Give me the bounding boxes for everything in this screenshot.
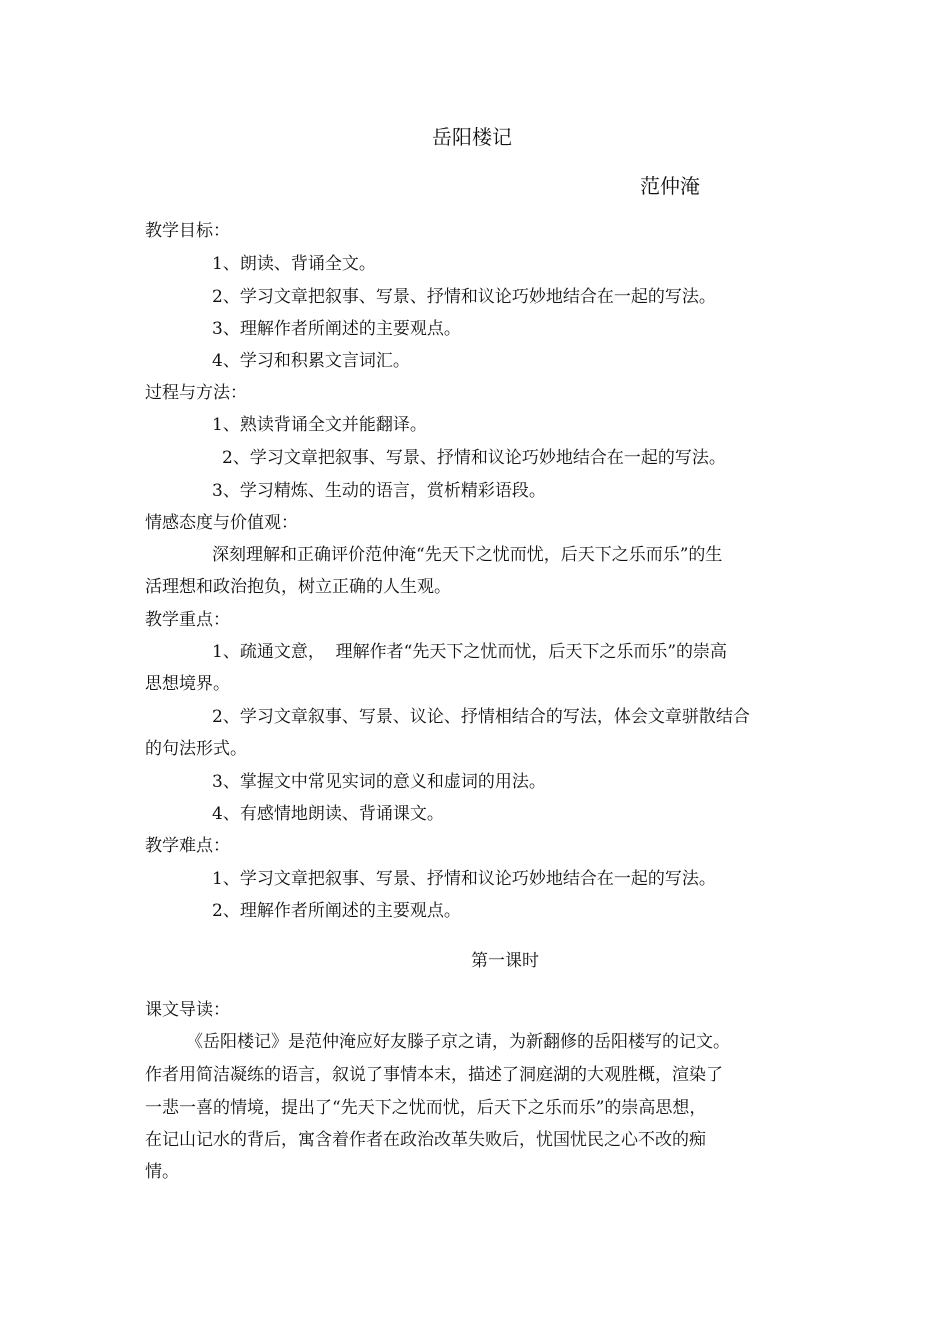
- intro-text-line: 在记山记水的背后，寓含着作者在政治改革失败后，忧国忧民之心不改的痴: [145, 1130, 706, 1150]
- author-name: 范仲淹: [640, 174, 700, 198]
- process-item: 3、学习精炼、生动的语言，赏析精彩语段。: [212, 481, 546, 501]
- objective-item: 3、理解作者所阐述的主要观点。: [212, 319, 461, 339]
- objective-item: 2、学习文章把叙事、写景、抒情和议论巧妙地结合在一起的写法。: [212, 287, 716, 307]
- key-point-line: 3、掌握文中常见实词的意义和虚词的用法。: [212, 772, 546, 792]
- objective-item: 4、学习和积累文言词汇。: [212, 351, 410, 371]
- objective-item: 1、朗读、背诵全文。: [212, 254, 376, 274]
- objectives-heading: 教学目标：: [145, 221, 230, 241]
- key-point-line: 的句法形式。: [145, 739, 247, 759]
- emotion-text-line: 深刻理解和正确评价范仲淹“先天下之忧而忧，后天下之乐而乐”的生: [212, 545, 723, 565]
- intro-text-line: 一悲一喜的情境，提出了“先天下之忧而忧，后天下之乐而乐”的崇高思想，: [145, 1098, 707, 1118]
- intro-heading: 课文导读：: [145, 1000, 230, 1020]
- emotion-heading: 情感态度与价值观：: [145, 513, 298, 533]
- key-point-line: 1、疏通文意， 理解作者“先天下之忧而忧，后天下之乐而乐”的崇高: [212, 642, 728, 662]
- key-point-line: 2、学习文章叙事、写景、议论、抒情相结合的写法，体会文章骈散结合: [212, 707, 750, 727]
- lesson-heading: 第一课时: [471, 951, 539, 971]
- intro-text-line: 情。: [145, 1162, 179, 1182]
- process-heading: 过程与方法：: [145, 383, 247, 403]
- difficulties-heading: 教学难点：: [145, 836, 230, 856]
- difficulty-item: 2、理解作者所阐述的主要观点。: [212, 901, 461, 921]
- key-point-line: 思想境界。: [145, 674, 230, 694]
- key-points-heading: 教学重点：: [145, 610, 230, 630]
- intro-text-line: 作者用简洁凝练的语言，叙说了事情本末，描述了洞庭湖的大观胜概，渲染了: [145, 1065, 723, 1085]
- document-title: 岳阳楼记: [432, 125, 512, 149]
- process-item: 1、熟读背诵全文并能翻译。: [212, 415, 427, 435]
- key-point-line: 4、有感情地朗读、背诵课文。: [212, 804, 444, 824]
- process-item: 2、学习文章把叙事、写景、抒情和议论巧妙地结合在一起的写法。: [222, 448, 726, 468]
- intro-text-line: 《岳阳楼记》是范仲淹应好友滕子京之请，为新翻修的岳阳楼写的记文。: [186, 1032, 730, 1052]
- emotion-text-line: 活理想和政治抱负，树立正确的人生观。: [145, 577, 451, 597]
- difficulty-item: 1、学习文章把叙事、写景、抒情和议论巧妙地结合在一起的写法。: [212, 869, 716, 889]
